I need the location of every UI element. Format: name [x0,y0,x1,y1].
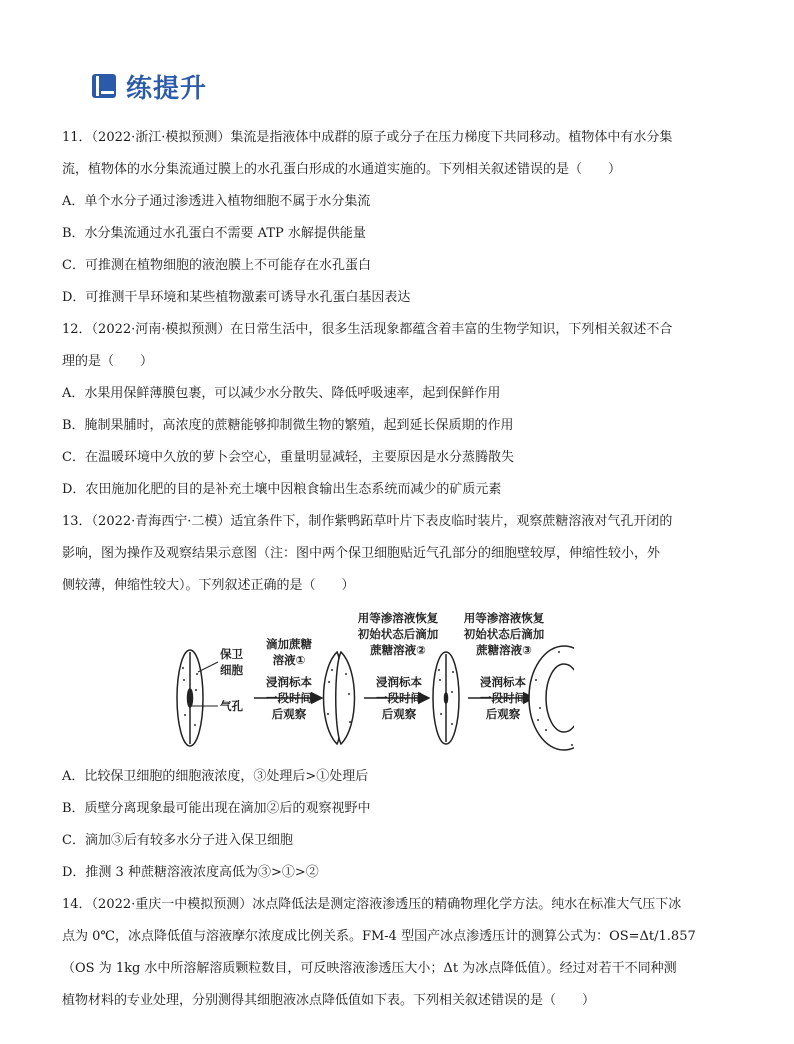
step2-bottom-label: 浸润标本 一段时间 后观察 [376,675,422,721]
question-stem-line: （OS 为 1kg 水中所溶解溶质颗粒数目，可反映溶液渗透压大小；Δt 为冰点降低值）。经过对若干不同种测 [62,961,677,976]
option-a: A．水果用保鲜薄膜包裹，可以减少水分散失、降低呼吸速率，起到保鲜作用 [62,386,501,401]
question-11 [62,122,742,314]
question-stem-line: 13．（2022·青海西宁·二模）适宜条件下，制作紫鸭跖草叶片下表皮临时装片，观察蔗糖溶液对气孔开闭的 [62,514,673,529]
guard-cells-after-solution-3 [529,646,574,750]
guard-cells-after-solution-2 [433,652,459,744]
question-stem-line: 植物材料的专业处理，分别测得其细胞液冰点降低值如下表。下列相关叙述错误的是（ ） [62,993,596,1008]
stoma-experiment-figure [174,610,574,755]
option-c: C．滴加③后有较多水分子进入保卫细胞 [62,833,293,848]
question-stem-line: 11．（2022·浙江·模拟预测）集流是指液体中成群的原子或分子在压力梯度下共同移动。植物体中有水分集 [62,130,673,145]
question-stem-line: 流，植物体的水分集流通过膜上的水孔蛋白形成的水通道实施的。下列相关叙述错误的是（ ） [62,162,622,177]
question-stem-line: 侧较薄，伸缩性较大）。下列叙述正确的是（ ） [62,578,355,593]
step2-top-label: 用等渗溶液恢复 初始状态后滴加 蔗糖溶液② [357,611,439,657]
step1-top-label: 滴加蔗糖 溶液① [266,637,312,667]
option-a: A．比较保卫细胞的细胞液浓度，③处理后>①处理后 [62,769,369,784]
step3-bottom-label: 浸润标本 一段时间 后观察 [480,675,526,721]
option-d: D．农田施加化肥的目的是补充土壤中因粮食输出生态系统而减少的矿质元素 [62,482,502,497]
question-12 [62,314,742,506]
label-stoma: 气孔 [220,699,243,713]
step1-bottom-label: 浸润标本 一段时间 后观察 [266,675,312,721]
question-stem-line: 12．（2022·河南·模拟预测）在日常生活中，很多生活现象都蕴含着丰富的生物学知识，下列相关叙述不合 [62,322,673,337]
guard-cells-after-solution-1 [324,652,355,744]
option-b: B．腌制果脯时，高浓度的蔗糖能够抑制微生物的繁殖，起到延长保质期的作用 [62,418,514,433]
step3-top-label: 用等渗溶液恢复 初始状态后滴加 蔗糖溶液③ [463,611,545,657]
option-c: C．可推测在植物细胞的液泡膜上不可能存在水孔蛋白 [62,258,371,273]
label-guard-cell-text: 保卫 细胞 [220,647,243,677]
option-d: D．可推测干旱环境和某些植物激素可诱导水孔蛋白基因表达 [62,290,411,305]
option-d: D．推测 3 种蔗糖溶液浓度高低为③>①>② [62,865,319,880]
book-icon [90,72,118,100]
option-a: A．单个水分子通过渗透进入植物细胞不属于水分集流 [62,194,371,209]
section-header [90,66,207,106]
option-b: B．水分集流通过水孔蛋白不需要 ATP 水解提供能量 [62,226,366,241]
question-list [62,122,742,1017]
question-stem-line: 点为 0℃，冰点降低值与溶液摩尔浓度成比例关系。FM-4 型国产冰点渗透压计的测算公式为：OS=Δt/1.857 [62,929,696,944]
guard-cells-initial [177,650,203,746]
question-stem-line: 14．（2022·重庆一中模拟预测）冰点降低法是测定溶液渗透压的精确物理化学方法。纯水在标准大气压下冰 [62,897,682,912]
label-guard-cell [220,646,243,678]
option-c: C．在温暖环境中久放的萝卜会空心，重量明显减轻，主要原因是水分蒸腾散失 [62,450,514,465]
section-title: 练提升 [126,73,208,104]
question-14 [62,889,742,1017]
question-13 [62,506,742,889]
question-stem-line: 影响，图为操作及观察结果示意图（注：图中两个保卫细胞贴近气孔部分的细胞壁较厚，伸缩性较小，外 [62,546,661,561]
question-stem-line: 理的是（ ） [62,354,154,369]
option-b: B．质壁分离现象最可能出现在滴加②后的观察视野中 [62,801,371,816]
